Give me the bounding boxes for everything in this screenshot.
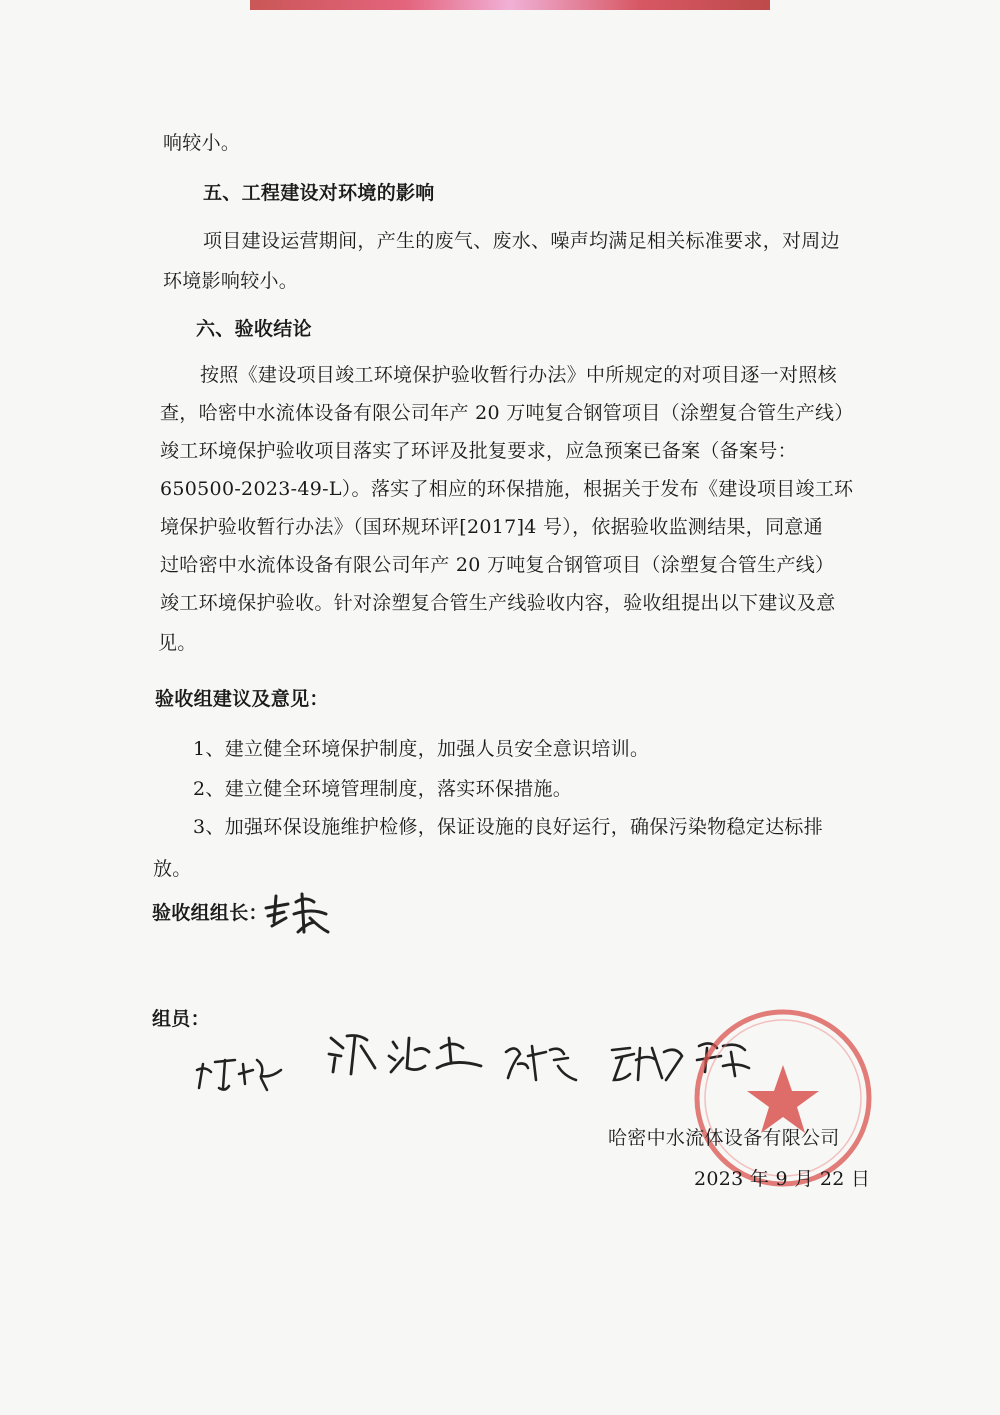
member-signature-3 xyxy=(502,1036,582,1086)
paragraph-line: 过哈密中水流体设备有限公司年产 20 万吨复合钢管项目（涂塑复合管生产线） xyxy=(160,554,835,576)
suggestion-item-3-cont: 放。 xyxy=(153,858,192,880)
leader-signature xyxy=(262,888,334,938)
company-seal xyxy=(688,1003,878,1193)
paragraph-line: 查，哈密中水流体设备有限公司年产 20 万吨复合钢管项目（涂塑复合管生产线） xyxy=(160,402,854,424)
paragraph-line: 竣工环境保护验收。针对涂塑复合管生产线验收内容，验收组提出以下建议及意 xyxy=(160,592,836,614)
paragraph-line: 见。 xyxy=(158,632,197,654)
leader-label: 验收组组长： xyxy=(152,902,268,924)
member-signature-4 xyxy=(608,1040,688,1086)
members-label: 组员： xyxy=(152,1008,210,1030)
member-signature-2 xyxy=(325,1028,485,1078)
red-star-icon xyxy=(747,1065,819,1133)
document-date: 2023 年 9 月 22 日 xyxy=(694,1168,871,1190)
section-heading-5: 五、工程建设对环境的影响 xyxy=(203,182,435,204)
suggestion-item-3: 3、加强环保设施维护检修，保证设施的良好运行，确保污染物稳定达标排 xyxy=(193,816,823,838)
paragraph-line: 响较小。 xyxy=(163,132,241,154)
suggestions-title: 验收组建议及意见： xyxy=(155,688,329,710)
suggestion-item-2: 2、建立健全环境管理制度，落实环保措施。 xyxy=(193,778,573,800)
paragraph-line: 环境影响较小。 xyxy=(163,270,299,292)
suggestion-item-1: 1、建立健全环境保护制度，加强人员安全意识培训。 xyxy=(193,738,650,760)
paragraph-line: 650500-2023-49-L）。落实了相应的环保措施，根据关于发布《建设项目竣工环 xyxy=(160,478,854,500)
paragraph-line: 项目建设运营期间，产生的废气、废水、噪声均满足相关标准要求，对周边 xyxy=(203,230,840,252)
member-signature-1 xyxy=(195,1048,285,1094)
section-heading-6: 六、验收结论 xyxy=(196,318,312,340)
company-name: 哈密中水流体设备有限公司 xyxy=(608,1127,840,1149)
paragraph-line: 境保护验收暂行办法》（国环规环评[2017]4 号），依据验收监测结果，同意通 xyxy=(160,516,824,538)
paragraph-line: 竣工环境保护验收项目落实了环评及批复要求，应急预案已备案（备案号： xyxy=(160,440,797,462)
paragraph-line: 按照《建设项目竣工环境保护验收暂行办法》中所规定的对项目逐一对照核 xyxy=(200,364,837,386)
